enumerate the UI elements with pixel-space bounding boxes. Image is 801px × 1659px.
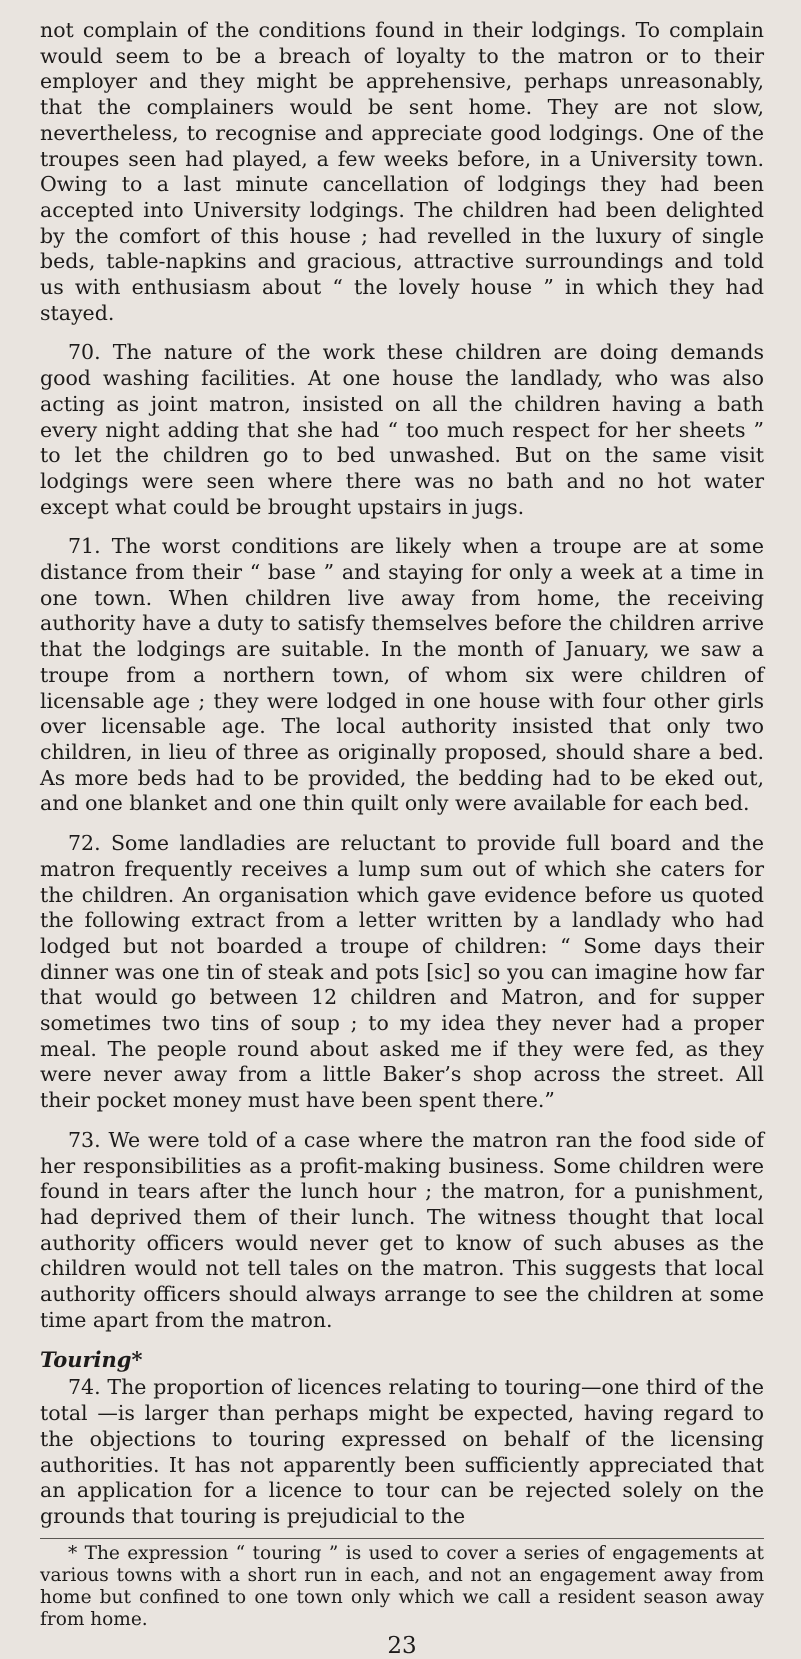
document-page: [40, 18, 764, 1659]
paragraph-70: 70. The nature of the work these children are doing demands good washing facilities. At one house the landlady, who was also acting as joint matron, insisted on all the children having a bath every night adding that she had “ too much respect for her sheets ” to let the children go to bed unwashed. But on the same visit lodgings were seen where there was no bath and no hot water except what could be brought upstairs in jugs.: [40, 340, 764, 519]
paragraph-74: 74. The proportion of licences relating to touring—one third of the total —is larger than perhaps might be expected, having regard to the objections to touring expressed on behalf of the licensing authorities. It has not apparently been sufficiently appreciated that an application for a licence to tour can be rejected solely on the grounds that touring is prejudicial to the: [40, 1375, 764, 1528]
paragraph-72: 72. Some landladies are reluctant to provide full board and the matron frequently receives a lump sum out of which she caters for the children. An organisation which gave evidence before us quoted the following extract from a letter written by a landlady who had lodged but not boarded a troupe of children: “ Some days their dinner was one tin of steak and pots [sic] so you can imagine how far that would go between 12 children and Matron, and for supper sometimes two tins of soup ; to my idea they never had a proper meal. The people round about asked me if they were fed, as they were never away from a little Baker’s shop across the street. All their pocket money must have been spent there.”: [40, 831, 764, 1113]
paragraph-71: 71. The worst conditions are likely when a troupe are at some distance from their “ base ” and staying for only a week at a time in one town. When children live away from home, the receiving authority have a duty to satisfy themselves before the children arrive that the lodgings are suitable. In the month of January, we saw a troupe from a northern town, of whom six were children of licensable age ; they were lodged in one house with four other girls over licensable age. The local authority insisted that only two children, in lieu of three as originally proposed, should share a bed. As more beds had to be provided, the bedding had to be eked out, and one blanket and one thin quilt only were available for each bed.: [40, 534, 764, 816]
footnote: * The expression “ touring ” is used to cover a series of engagements at various towns with a short run in each, and not an engagement away from home but confined to one town only which we call a resident season away from home.: [40, 1542, 764, 1630]
page-number: 23: [387, 1632, 417, 1659]
section-heading-touring: Touring*: [40, 1347, 143, 1373]
footnote-divider: [40, 1538, 764, 1539]
paragraph-continued: not complain of the conditions found in their lodgings. To complain would seem to be a breach of loyalty to the matron or to their employer and they might be apprehensive, perhaps unreasonably, that the complainers would be sent home. They are not slow, nevertheless, to recognise and appreciate good lodgings. One of the troupes seen had played, a few weeks before, in a University town. Owing to a last minute cancellation of lodgings they had been accepted into University lodgings. The children had been delighted by the comfort of this house ; had revelled in the luxury of single beds, table-napkins and gracious, attractive surroundings and told us with enthusiasm about “ the lovely house ” in which they had stayed.: [40, 18, 764, 325]
paragraph-73: 73. We were told of a case where the matron ran the food side of her responsibilities as a profit-making business. Some children were found in tears after the lunch hour ; the matron, for a punishment, had deprived them of their lunch. The witness thought that local authority officers would never get to know of such abuses as the children would not tell tales on the matron. This suggests that local authority officers should always arrange to see the children at some time apart from the matron.: [40, 1127, 764, 1332]
